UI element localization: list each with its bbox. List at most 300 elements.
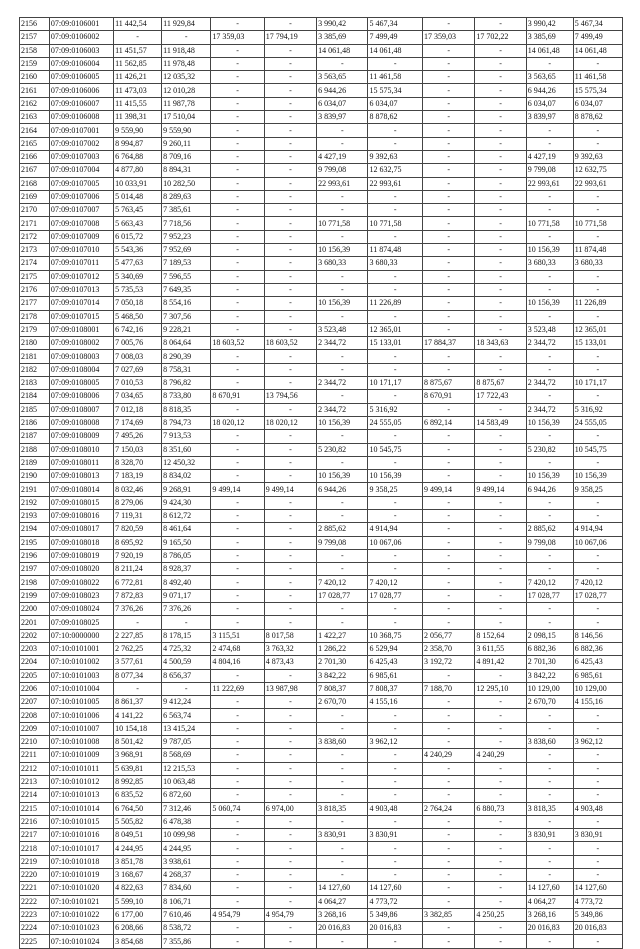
value-cell: 3 382,85 [423,908,475,921]
value-cell: - [475,616,526,629]
value-cell: 11 226,89 [368,297,423,310]
value-cell: - [264,177,316,190]
value-cell: - [423,616,475,629]
value-cell: 4 903,48 [573,802,622,815]
value-cell: 3 830,91 [573,829,622,842]
row-number-cell: 2205 [20,669,50,682]
value-cell: - [368,456,423,469]
value-cell: - [211,576,264,589]
value-cell: 5 477,63 [114,257,162,270]
value-cell: - [475,230,526,243]
value-cell: 3 115,51 [211,629,264,642]
value-cell: 11 929,84 [162,18,211,31]
value-cell: - [264,549,316,562]
table-row [20,629,623,642]
value-cell: 9 799,08 [526,164,573,177]
table-row [20,656,623,669]
value-cell: 6 944,26 [526,84,573,97]
value-cell: 7 872,83 [114,589,162,602]
value-cell: 7 718,56 [162,217,211,230]
table-row [20,31,623,44]
code-cell: 07:09:0107001 [49,124,113,137]
row-number-cell: 2200 [20,603,50,616]
table-row [20,589,623,602]
value-cell: 6 425,43 [368,656,423,669]
value-cell: - [423,18,475,31]
value-cell: - [264,323,316,336]
value-cell: - [475,696,526,709]
value-cell: - [211,882,264,895]
value-cell: - [475,18,526,31]
value-cell: 10 156,39 [317,416,368,429]
value-cell: - [573,855,622,868]
row-number-cell: 2213 [20,775,50,788]
value-cell: 11 918,48 [162,44,211,57]
value-cell: 12 010,28 [162,84,211,97]
code-cell: 07:09:0108001 [49,323,113,336]
value-cell: - [423,204,475,217]
value-cell: 6 985,61 [368,669,423,682]
value-cell: 8 894,31 [162,164,211,177]
row-number-cell: 2173 [20,244,50,257]
value-cell: 3 830,91 [526,829,573,842]
value-cell: - [573,563,622,576]
value-cell: - [526,616,573,629]
value-cell: - [368,935,423,948]
code-cell: 07:09:0106007 [49,97,113,110]
value-cell: - [211,18,264,31]
value-cell: 12 450,32 [162,456,211,469]
value-cell: - [211,204,264,217]
value-cell: 6 764,88 [114,150,162,163]
value-cell: 6 742,16 [114,323,162,336]
table-row [20,682,623,695]
value-cell: - [573,815,622,828]
table-row [20,111,623,124]
value-cell: 10 156,39 [317,244,368,257]
value-cell: 9 424,30 [162,496,211,509]
table-row [20,669,623,682]
row-number-cell: 2214 [20,789,50,802]
value-cell: 11 874,48 [573,244,622,257]
value-cell: 6 974,00 [264,802,316,815]
value-cell: - [317,775,368,788]
value-cell: 7 174,69 [114,416,162,429]
value-cell: 12 035,32 [162,71,211,84]
value-cell: 6 944,26 [526,483,573,496]
table-row [20,190,623,203]
value-cell: - [526,722,573,735]
row-number-cell: 2223 [20,908,50,921]
value-cell: - [475,509,526,522]
value-cell: 24 555,05 [573,416,622,429]
value-cell: 8 106,71 [162,895,211,908]
value-cell: - [211,563,264,576]
value-cell: - [526,363,573,376]
value-cell: - [526,430,573,443]
value-cell: - [573,789,622,802]
value-cell: - [475,111,526,124]
value-cell: 8 064,64 [162,337,211,350]
table-row [20,18,623,31]
value-cell: - [264,97,316,110]
value-cell: - [211,855,264,868]
value-cell: - [475,297,526,310]
value-cell: - [423,576,475,589]
table-row [20,244,623,257]
value-cell: - [423,430,475,443]
value-cell: 10 171,17 [368,377,423,390]
value-cell: - [211,749,264,762]
value-cell: - [264,576,316,589]
row-number-cell: 2185 [20,403,50,416]
table-row [20,616,623,629]
value-cell: 11 451,57 [114,44,162,57]
value-cell: 6 563,74 [162,709,211,722]
value-cell: 8 049,51 [114,829,162,842]
table-row [20,842,623,855]
value-cell: - [211,57,264,70]
value-cell: 11 461,58 [368,71,423,84]
value-cell: 2 358,70 [423,642,475,655]
value-cell: 10 156,39 [526,470,573,483]
value-cell: 8 928,37 [162,563,211,576]
value-cell: - [211,696,264,709]
code-cell: 07:10:0101015 [49,815,113,828]
value-cell: - [526,509,573,522]
value-cell: 3 268,16 [317,908,368,921]
row-number-cell: 2168 [20,177,50,190]
value-cell: 15 575,34 [368,84,423,97]
value-cell: - [211,922,264,935]
value-cell: - [211,310,264,323]
value-cell: 5 639,81 [114,762,162,775]
value-cell: - [475,496,526,509]
value-cell: - [264,230,316,243]
value-cell: 7 183,19 [114,470,162,483]
value-cell: - [573,549,622,562]
value-cell: 3 962,12 [368,736,423,749]
row-number-cell: 2162 [20,97,50,110]
value-cell: 5 014,48 [114,190,162,203]
value-cell: - [423,97,475,110]
value-cell: - [573,204,622,217]
value-cell: 9 787,05 [162,736,211,749]
value-cell: 18 343,63 [475,337,526,350]
code-cell: 07:10:0101018 [49,855,113,868]
value-cell: - [317,815,368,828]
row-number-cell: 2191 [20,483,50,496]
row-number-cell: 2164 [20,124,50,137]
value-cell: 4 725,32 [162,642,211,655]
table-row [20,377,623,390]
code-cell: 07:09:0107008 [49,217,113,230]
value-cell: 4 155,16 [368,696,423,709]
value-cell: - [211,536,264,549]
value-cell: - [317,283,368,296]
value-cell: - [423,709,475,722]
table-row [20,509,623,522]
value-cell: 8 461,64 [162,523,211,536]
value-cell: - [475,549,526,562]
value-cell: 12 365,01 [368,323,423,336]
row-number-cell: 2204 [20,656,50,669]
value-cell: - [526,310,573,323]
code-cell: 07:09:0108019 [49,549,113,562]
value-cell: - [423,124,475,137]
value-cell: 7 010,53 [114,377,162,390]
value-cell: - [423,935,475,948]
value-cell: 7 610,46 [162,908,211,921]
row-number-cell: 2197 [20,563,50,576]
code-cell: 07:09:0108007 [49,403,113,416]
value-cell: - [211,137,264,150]
value-cell: - [526,549,573,562]
value-cell: 8 017,58 [264,629,316,642]
value-cell: 3 839,97 [317,111,368,124]
value-cell: - [114,31,162,44]
value-cell: - [211,935,264,948]
value-cell: 2 670,70 [317,696,368,709]
value-cell: 3 577,61 [114,656,162,669]
value-cell: 3 990,42 [526,18,573,31]
value-cell: 20 016,83 [368,922,423,935]
value-cell: - [317,789,368,802]
code-cell: 07:09:0108024 [49,603,113,616]
table-row [20,257,623,270]
value-cell: - [526,603,573,616]
row-number-cell: 2194 [20,523,50,536]
code-cell: 07:10:0101001 [49,642,113,655]
value-cell: 2 764,24 [423,802,475,815]
value-cell: 17 510,04 [162,111,211,124]
table-row [20,789,623,802]
code-cell: 07:10:0101019 [49,869,113,882]
code-cell: 07:09:0108022 [49,576,113,589]
value-cell: - [423,895,475,908]
value-cell: - [423,217,475,230]
value-cell: - [475,722,526,735]
table-row [20,523,623,536]
value-cell: - [264,509,316,522]
value-cell: - [264,815,316,828]
value-cell: 17 028,77 [573,589,622,602]
value-cell: - [211,297,264,310]
value-cell: 7 420,12 [573,576,622,589]
value-cell: - [423,443,475,456]
row-number-cell: 2183 [20,377,50,390]
value-cell: 2 701,30 [317,656,368,669]
value-cell: 4 240,29 [423,749,475,762]
value-cell: 7 119,31 [114,509,162,522]
value-cell: - [573,722,622,735]
table-row [20,337,623,350]
value-cell: - [264,470,316,483]
value-cell: 5 505,82 [114,815,162,828]
value-cell: - [573,762,622,775]
value-cell: 10 156,39 [526,297,573,310]
value-cell: 3 563,65 [317,71,368,84]
value-cell: - [317,430,368,443]
row-number-cell: 2215 [20,802,50,815]
row-number-cell: 2192 [20,496,50,509]
value-cell: 17 028,77 [368,589,423,602]
value-cell: - [317,456,368,469]
value-cell: - [368,775,423,788]
value-cell: - [526,283,573,296]
value-cell: - [423,150,475,163]
value-cell: - [423,829,475,842]
value-cell: - [475,842,526,855]
table-row [20,230,623,243]
value-cell: - [211,842,264,855]
value-cell: 15 133,01 [368,337,423,350]
value-cell: 14 061,48 [526,44,573,57]
value-cell: 4 064,27 [526,895,573,908]
value-cell: 6 478,38 [162,815,211,828]
value-cell: - [317,350,368,363]
table-row [20,297,623,310]
value-cell: 11 226,89 [573,297,622,310]
value-cell: 12 215,53 [162,762,211,775]
table-row [20,270,623,283]
value-cell: - [526,496,573,509]
code-cell: 07:10:0101014 [49,802,113,815]
value-cell: - [368,363,423,376]
row-number-cell: 2216 [20,815,50,828]
row-number-cell: 2203 [20,642,50,655]
value-cell: - [475,456,526,469]
value-cell: - [423,164,475,177]
value-cell: - [368,496,423,509]
row-number-cell: 2190 [20,470,50,483]
value-cell: - [573,935,622,948]
value-cell: - [526,57,573,70]
row-number-cell: 2201 [20,616,50,629]
table-row [20,137,623,150]
value-cell: 2 344,72 [526,337,573,350]
value-cell: 8 492,40 [162,576,211,589]
value-cell: - [162,682,211,695]
value-cell: - [211,323,264,336]
code-cell: 07:09:0106008 [49,111,113,124]
table-row [20,869,623,882]
value-cell: - [475,350,526,363]
value-cell: - [264,496,316,509]
value-cell: 10 771,58 [526,217,573,230]
value-cell: - [573,842,622,855]
code-cell: 07:09:0107010 [49,244,113,257]
value-cell: - [475,71,526,84]
value-cell: - [573,456,622,469]
table-row [20,775,623,788]
row-number-cell: 2180 [20,337,50,350]
value-cell: - [264,57,316,70]
value-cell: 2 670,70 [526,696,573,709]
value-cell: - [264,270,316,283]
value-cell: - [211,895,264,908]
value-cell: - [475,283,526,296]
value-cell: - [423,775,475,788]
value-cell: - [264,869,316,882]
code-cell: 07:09:0106002 [49,31,113,44]
value-cell: 9 392,63 [573,150,622,163]
row-number-cell: 2207 [20,696,50,709]
value-cell: - [211,496,264,509]
code-cell: 07:10:0101009 [49,749,113,762]
value-cell: - [211,616,264,629]
table-row [20,204,623,217]
table-row [20,908,623,921]
row-number-cell: 2163 [20,111,50,124]
code-cell: 07:09:0107003 [49,150,113,163]
value-cell: 3 680,33 [573,257,622,270]
value-cell: 10 368,75 [368,629,423,642]
value-cell: - [423,855,475,868]
value-cell: 5 599,10 [114,895,162,908]
value-cell: 10 282,50 [162,177,211,190]
value-cell: - [423,736,475,749]
value-cell: 6 034,07 [317,97,368,110]
code-cell: 07:09:0107002 [49,137,113,150]
value-cell: 10 771,58 [573,217,622,230]
value-cell: - [423,869,475,882]
value-cell: - [368,709,423,722]
code-cell: 07:10:0101023 [49,922,113,935]
value-cell: - [114,682,162,695]
value-cell: - [475,470,526,483]
value-cell: 6 880,73 [475,802,526,815]
value-cell: 3 838,60 [526,736,573,749]
value-cell: - [264,523,316,536]
value-cell: - [264,603,316,616]
value-cell: - [368,603,423,616]
value-cell: - [264,297,316,310]
table-row [20,829,623,842]
value-cell: 10 156,39 [573,470,622,483]
value-cell: 7 005,76 [114,337,162,350]
table-row [20,363,623,376]
value-cell: - [317,935,368,948]
value-cell: 8 152,64 [475,629,526,642]
value-cell: 2 701,30 [526,656,573,669]
value-cell: - [368,855,423,868]
table-row [20,603,623,616]
value-cell: - [211,523,264,536]
value-cell: 14 061,48 [573,44,622,57]
code-cell: 07:09:0108003 [49,350,113,363]
value-cell: - [211,509,264,522]
value-cell: 10 171,17 [573,377,622,390]
value-cell: - [526,935,573,948]
value-cell: - [423,44,475,57]
value-cell: 3 192,72 [423,656,475,669]
value-cell: - [423,111,475,124]
value-cell: - [264,204,316,217]
value-cell: 5 060,74 [211,802,264,815]
table-row [20,97,623,110]
value-cell: - [368,789,423,802]
value-cell: 11 398,31 [114,111,162,124]
value-cell: 2 762,25 [114,642,162,655]
value-cell: 5 349,86 [368,908,423,921]
value-cell: - [475,789,526,802]
value-cell: - [317,204,368,217]
value-cell: - [475,164,526,177]
value-cell: 11 442,54 [114,18,162,31]
code-cell: 07:09:0107011 [49,257,113,270]
code-cell: 07:09:0107007 [49,204,113,217]
